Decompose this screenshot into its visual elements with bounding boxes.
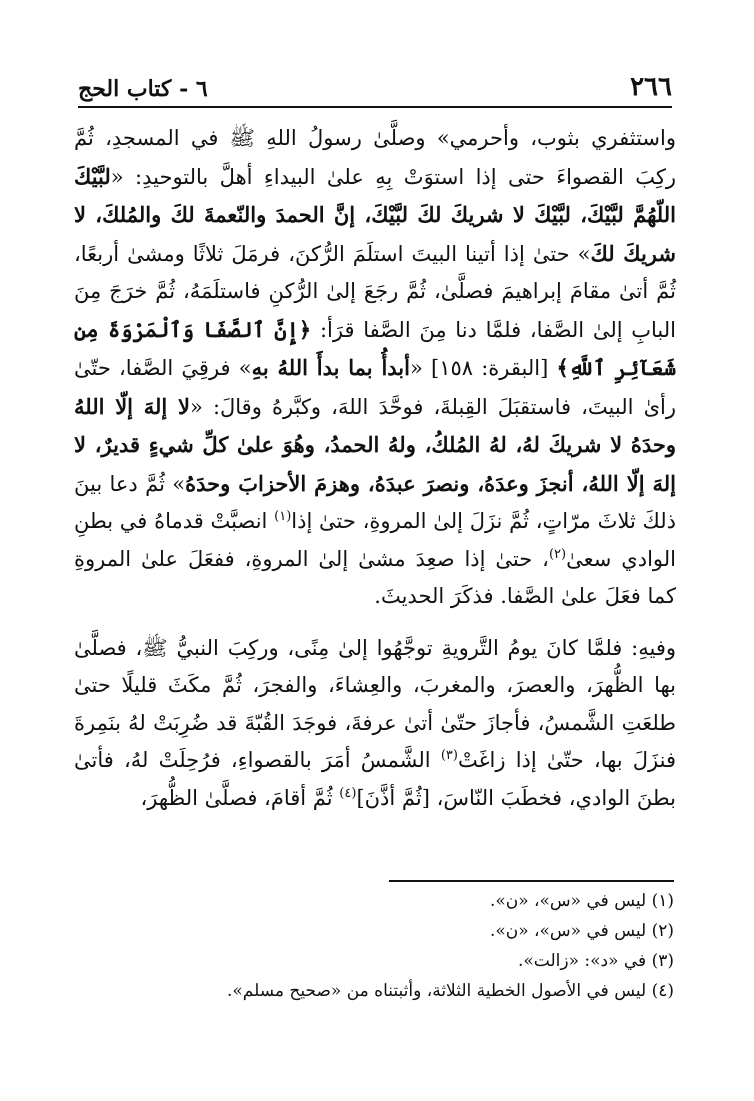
text-run: » ثُمَّ دعا بينَ ذلكَ ثلاثَ مرّاتٍ، ثُمَّ نزَلَ إلىٰ المروةِ، حتىٰ إذا bbox=[74, 471, 677, 533]
footnote-2: (٢) ليس في «س»، «ن». bbox=[489, 921, 674, 941]
paragraph-1 bbox=[74, 120, 676, 616]
text-run: » حتىٰ إذا أتينا البيتَ استلَمَ الرُّكنَ، فرمَلَ ثلاثًا ومشىٰ أربعًا، ثُمَّ أتىٰ مقامَ إبراهيمَ فصلَّىٰ، ثُمَّ رجَعَ إلىٰ الرُّكنِ فاستلَمَهُ، ثُمَّ خرَجَ مِنَ البابِ إلىٰ الصَّفا، فلمَّا دنا مِنَ الصَّفا قرَأ: bbox=[74, 241, 676, 342]
footnotes bbox=[80, 886, 674, 1006]
main-text bbox=[74, 120, 676, 817]
text-run: انصبَّتْ قدماهُ في بطنِ الوادي سعىٰ bbox=[74, 509, 676, 571]
footnote-1: (١) ليس في «س»، «ن». bbox=[489, 891, 674, 911]
text-run: ، حتىٰ إذا صعِدَ مشىٰ إلىٰ المروةِ، ففعَلَ علىٰ المروةِ كما فعَلَ علىٰ الصَّفا. فذكَرَ الحديثَ. bbox=[74, 546, 676, 608]
quran-verse: ﴿إِنَّ ٱلصَّفَا وَٱلْمَرْوَةَ مِن شَعَآئِرِ ٱللَّهِ﴾ bbox=[74, 316, 677, 380]
tahlil-quote: لا إلهَ إلّا اللهُ وحدَهُ لا شريكَ لهُ، لهُ المُلكُ، ولهُ الحمدُ، وهُوَ علىٰ كلِّ شيءٍ قديرٌ، لا إلهَ إلّا اللهُ، أنجزَ وعدَهُ، ونصرَ عبدَهُ، وهزمَ الأحزابَ وحدَهُ bbox=[74, 393, 676, 496]
talbiya-quote: لبَّيْكَ اللّهُمَّ لبَّيْكَ، لبَّيْكَ لا شريكَ لكَ لبَّيْكَ، إنَّ الحمدَ والنّعمةَ لكَ والمُلكَ، لا شريكَ لكَ bbox=[74, 163, 676, 266]
footnote-4: (٤) ليس في الأصول الخطية الثلاثة، وأثبتناه من «صحيح مسلم». bbox=[226, 981, 674, 1001]
footnote-ref-1[interactable]: (١) bbox=[274, 509, 292, 524]
footnote-3: (٣) في «د»: «زالت». bbox=[517, 951, 674, 971]
text-run: واستثفري بثوب، وأحرمي» وصلَّىٰ رسولُ اللهِ ﷺ في المسجدِ، ثُمَّ ركِبَ القصواءَ حتى إذا استوَتْ بِهِ علىٰ البيداءِ أهلَّ بالتوحيدِ: « bbox=[74, 126, 676, 189]
verse-citation: [البقرة: ١٥٨] « bbox=[410, 356, 557, 380]
chapter-title: ٦ - كتاب الحج bbox=[78, 76, 208, 102]
text-run: ثُمَّ أقامَ، فصلَّىٰ الظُّهرَ، bbox=[140, 785, 340, 810]
footnote-ref-2[interactable]: (٢) bbox=[548, 546, 567, 562]
paragraph-2 bbox=[74, 630, 676, 818]
text-run: الشَّمسُ أمَرَ بالقصواءِ، فرُحِلَتْ لهُ، فأتىٰ بطنَ الوادي، فخطَبَ النّاسَ، [ثُمَّ أذَّنَ] bbox=[74, 748, 676, 810]
footnote-ref-4[interactable]: (٤) bbox=[339, 785, 357, 801]
hadith-quote: أبدأُ بما بدأَ اللهُ بهِ bbox=[251, 355, 410, 380]
text-run: وفيهِ: فلمَّا كانَ يومُ التَّرويةِ توجَّهُوا إلىٰ مِنًى، وركِبَ النبيُّ ﷺ، فصلَّىٰ بها الظُّهرَ، والعصرَ، والمغربَ، والعِشاءَ، والفجرَ، ثُمَّ مكَثَ قليلًا حتىٰ طلعَتِ الشَّمسُ، فأجازَ حتّىٰ أتىٰ عرفةَ، فوجَدَ القُبّةَ قد ضُرِبَتْ لهُ بنَمِرةَ فنزَلَ بها، حتّىٰ إذا زاغَتْ bbox=[74, 635, 676, 772]
text-run: » فرقِيَ الصَّفا، حتّىٰ رأىٰ البيتَ، فاستقبَلَ القِبلةَ، فوحَّدَ اللهَ، وكبَّرهُ وقالَ: « bbox=[74, 356, 676, 419]
footnote-ref-3[interactable]: (٣) bbox=[440, 748, 458, 763]
page-number: ٢٦٦ bbox=[630, 72, 672, 102]
page-header bbox=[78, 62, 672, 108]
footnote-divider bbox=[389, 880, 674, 882]
